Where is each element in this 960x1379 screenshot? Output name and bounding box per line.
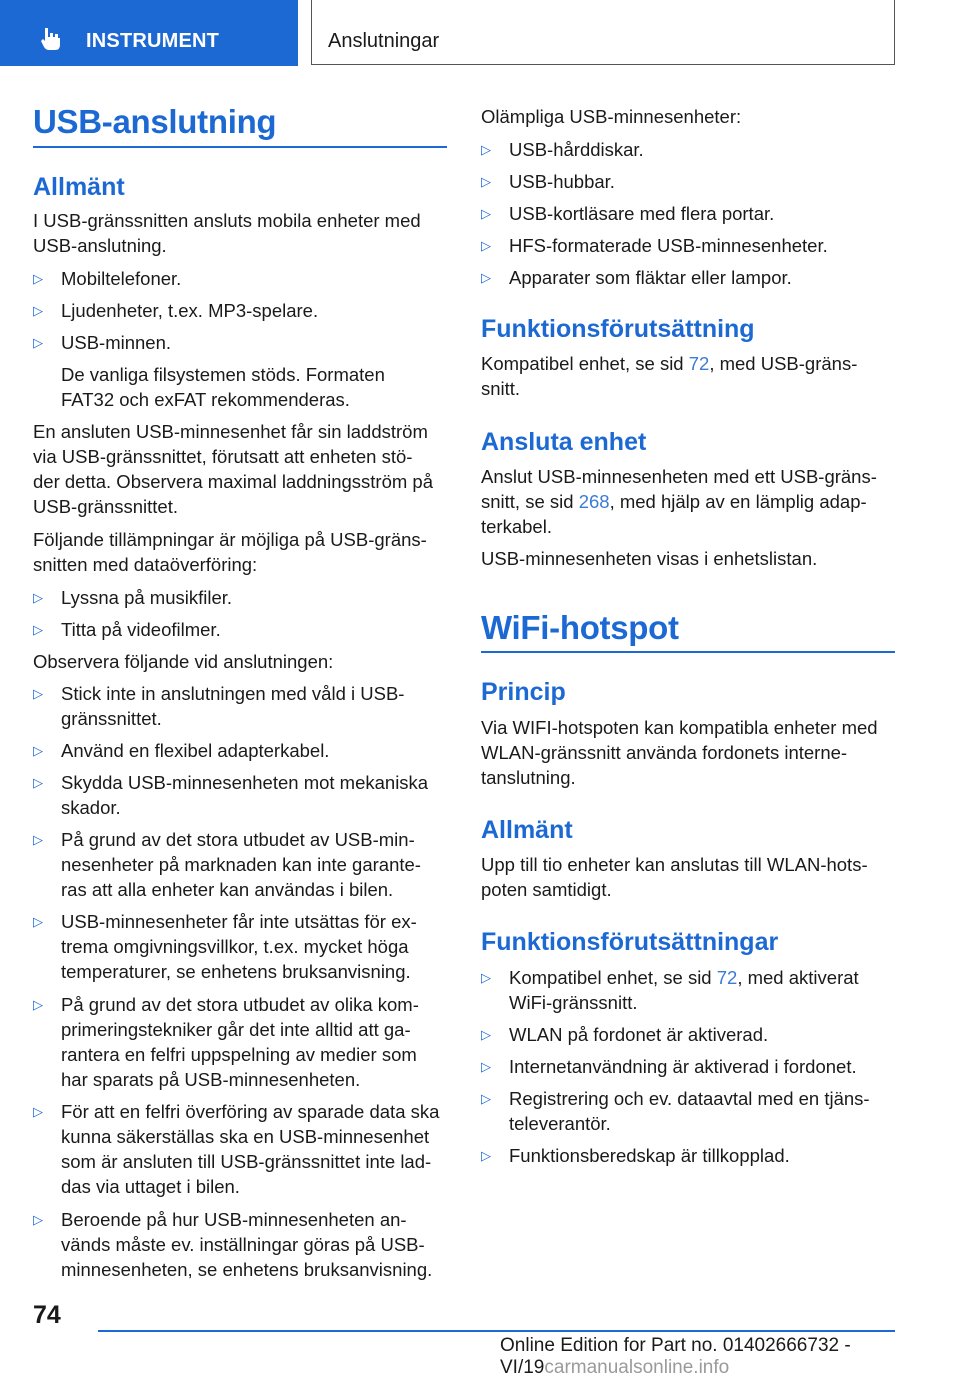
list-item-detail: De vanliga filsystemen stöds. Formaten	[61, 364, 385, 385]
paragraph-line: via USB-gränssnittet, förutsatt att enheten stö-	[33, 446, 413, 467]
bullet-arrow-icon: ▷	[481, 1059, 491, 1074]
paragraph-line: USB-gränssnittet.	[33, 496, 178, 517]
paragraph-line: Via WIFI-hotspoten kan kompatibla enheter med	[481, 717, 878, 738]
paragraph-line: Kompatibel enhet, se sid 72, med USB-gräns-	[481, 353, 858, 374]
bullet-arrow-icon: ▷	[481, 1148, 491, 1163]
paragraph-line: WLAN-gränssnitt använda fordonets interne-	[481, 742, 848, 763]
paragraph-line: Olämpliga USB-minnesenheter:	[481, 106, 742, 127]
bullet-arrow-icon: ▷	[481, 970, 491, 985]
chapter-tab-label: INSTRUMENT	[86, 30, 220, 52]
bullet-arrow-icon: ▷	[33, 743, 43, 758]
footer-rule	[98, 1330, 895, 1332]
bullet-arrow-icon: ▷	[33, 1104, 43, 1119]
bullet-arrow-icon: ▷	[481, 1091, 491, 1106]
paragraph-line: snitt.	[481, 378, 521, 399]
paragraph-line: Upp till tio enheter kan anslutas till WLAN-hots-	[481, 854, 868, 875]
list-item-continued: rantera en felfri uppspelning av medier som	[61, 1044, 417, 1065]
edition-text: Online Edition for Part no. 01402666732 - VI/19	[500, 1335, 851, 1378]
paragraph-line: Anslut USB-minnesenheten med ett USB-gräns-	[481, 466, 877, 487]
section-tab-label: Anslutningar	[328, 30, 440, 52]
bullet-arrow-icon: ▷	[33, 1212, 43, 1227]
paragraph-line: Följande tillämpningar är möjliga på USB-gräns-	[33, 529, 427, 550]
list-item-continued: primeringstekniker går det inte alltid att ga-	[61, 1019, 411, 1040]
hand-pointer-icon	[38, 26, 64, 52]
bullet-arrow-icon: ▷	[33, 775, 43, 790]
paragraph-line: Observera följande vid anslutningen:	[33, 651, 334, 672]
bullet-arrow-icon: ▷	[33, 303, 43, 318]
heading-principle: Princip	[481, 678, 566, 706]
bullet-arrow-icon: ▷	[33, 997, 43, 1012]
paragraph-line: USB-minnesenheten visas i enhetslistan.	[481, 548, 818, 569]
title-rule	[33, 146, 447, 148]
page-header	[0, 0, 960, 66]
paragraph-line: poten samtidigt.	[481, 879, 612, 900]
bullet-arrow-icon: ▷	[481, 238, 491, 253]
paragraph-line: snitt, se sid 268, med hjälp av en lämplig adap-	[481, 491, 867, 512]
section-title-usb: USB-anslutning	[33, 103, 277, 140]
heading-requirement: Funktionsförutsättning	[481, 315, 755, 343]
bullet-arrow-icon: ▷	[33, 335, 43, 350]
list-item-detail: FAT32 och exFAT rekommenderas.	[61, 389, 350, 410]
list-item-continued: nesenheter på marknaden kan inte garante-	[61, 854, 421, 875]
paragraph-line: der detta. Observera maximal laddningsström på	[33, 471, 433, 492]
page-link-72[interactable]: 72	[716, 967, 738, 988]
bullet-arrow-icon: ▷	[481, 270, 491, 285]
list-item-continued: minnesenheten, se enhetens bruksanvisning.	[61, 1259, 433, 1280]
list-item-continued: vänds måste ev. inställningar göras på USB-	[61, 1234, 425, 1255]
list-item-continued: ras att alla enheter kan användas i bilen.	[61, 879, 394, 900]
bullet-arrow-icon: ▷	[33, 590, 43, 605]
list-item-continued: televerantör.	[509, 1113, 611, 1134]
paragraph-line: snitten med dataöverföring:	[33, 554, 258, 575]
list-item-continued: kunna säkerställas ska en USB-minnesenhet	[61, 1126, 430, 1147]
list-item-continued: skador.	[61, 797, 121, 818]
footer-edition	[500, 1335, 960, 1379]
list-item-continued: das via uttaget i bilen.	[61, 1176, 240, 1197]
page-link-72[interactable]: 72	[688, 353, 710, 374]
list-item-continued: gränssnittet.	[61, 708, 162, 729]
chapter-tab-instrument[interactable]	[0, 0, 298, 66]
bullet-arrow-icon: ▷	[481, 1027, 491, 1042]
paragraph-line: tanslutning.	[481, 767, 576, 788]
bullet-arrow-icon: ▷	[33, 832, 43, 847]
heading-general: Allmänt	[33, 173, 125, 201]
section-title-wifi: WiFi-hotspot	[481, 609, 679, 646]
page-link-268[interactable]: 268	[578, 491, 610, 512]
list-item-continued: trema omgivningsvillkor, t.ex. mycket höga	[61, 936, 409, 957]
heading-general: Allmänt	[481, 816, 573, 844]
list-item-continued: temperaturer, se enhetens bruksanvisning.	[61, 961, 411, 982]
bullet-arrow-icon: ▷	[481, 206, 491, 221]
paragraph-line: terkabel.	[481, 516, 552, 537]
title-rule	[481, 651, 895, 653]
heading-requirements: Funktionsförutsättningar	[481, 928, 779, 956]
bullet-arrow-icon: ▷	[33, 914, 43, 929]
page-number: 74	[33, 1301, 61, 1329]
heading-connect-device: Ansluta enhet	[481, 428, 647, 456]
list-item-continued: har sparats på USB-minnesenheten.	[61, 1069, 361, 1090]
bullet-arrow-icon: ▷	[33, 622, 43, 637]
paragraph-line: I USB-gränssnitten ansluts mobila enheter med	[33, 210, 421, 231]
list-item-continued: WiFi-gränssnitt.	[509, 992, 638, 1013]
bullet-arrow-icon: ▷	[481, 142, 491, 157]
list-item-continued: som är ansluten till USB-gränssnittet inte lad-	[61, 1151, 432, 1172]
paragraph-line: En ansluten USB-minnesenhet får sin laddström	[33, 421, 428, 442]
bullet-arrow-icon: ▷	[33, 271, 43, 286]
paragraph-line: USB-anslutning.	[33, 235, 167, 256]
section-tab[interactable]	[311, 0, 895, 65]
watermark: carmanualsonline.info	[544, 1357, 730, 1378]
bullet-arrow-icon: ▷	[481, 174, 491, 189]
bullet-arrow-icon: ▷	[33, 686, 43, 701]
